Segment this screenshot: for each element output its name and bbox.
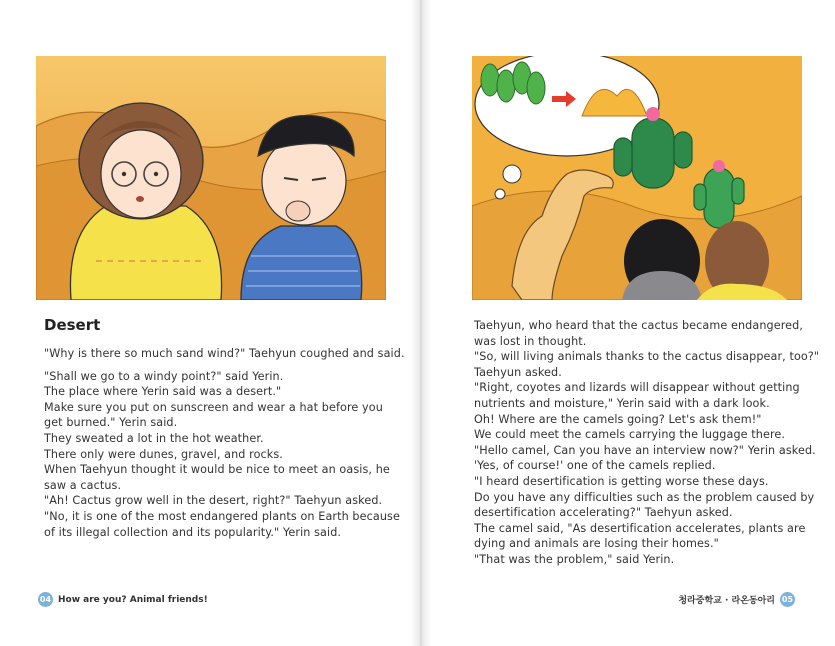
right-footer [678, 592, 795, 607]
story-line: "No, it is one of the most endangered plants on Earth because [44, 509, 400, 523]
story-line: The camel said, "As desertification accelerates, plants are [474, 521, 806, 535]
story-line: get burned." Yerin said. [44, 416, 178, 430]
story-line: nutrients and moisture," Yerin said with a dark look. [474, 396, 770, 410]
footer-title: 청라중학교 · 라온동아리 [678, 596, 775, 606]
story-line: Oh! Where are the camels going? Let's ask them!" [474, 412, 762, 426]
left-story-text [44, 346, 405, 540]
story-line: "Ah! Cactus grow well in the desert, right?" Taehyun asked. [44, 494, 383, 508]
story-line: saw a cactus. [44, 478, 122, 492]
desert-illustration [36, 56, 386, 300]
section-heading: Desert [44, 316, 101, 334]
footer-title: How are you? Animal friends! [58, 594, 208, 605]
camel-cactus-illustration [472, 56, 802, 300]
story-line: "Right, coyotes and lizards will disappear without getting [474, 381, 800, 395]
story-line: Do you have any difficulties such as the problem caused by [474, 490, 815, 504]
story-line: "I heard desertification is getting worse these days. [474, 474, 769, 488]
page-number-badge: 05 [780, 592, 795, 607]
story-line: "Shall we go to a windy point?" said Yerin. [44, 369, 284, 383]
story-line: We could meet the camels carrying the luggage there. [474, 428, 786, 442]
story-line: dying and animals are losing their homes." [474, 537, 719, 551]
story-line: The place where Yerin said was a desert." [44, 385, 282, 399]
story-line: There only were dunes, gravel, and rocks. [44, 447, 283, 461]
book-gutter [410, 0, 432, 646]
story-line: They sweated a lot in the hot weather. [44, 431, 264, 445]
story-line: "That was the problem," said Yerin. [474, 552, 675, 566]
story-line: Taehyun, who heard that the cactus became endangered, [474, 319, 803, 332]
story-line: When Taehyun thought it would be nice to meet an oasis, he [44, 463, 390, 477]
story-line: 'Yes, of course!' one of the camels replied. [474, 459, 716, 473]
story-line: was lost in thought. [474, 334, 587, 348]
story-line: "Hello camel, Can you have an interview now?" Yerin asked. [474, 443, 816, 457]
page-number-badge: 04 [38, 592, 53, 607]
story-line: Make sure you put on sunscreen and wear a hat before you [44, 400, 383, 414]
story-line: desertification accelerating?" Taehyun asked. [474, 506, 733, 520]
story-line: "Why is there so much sand wind?" Taehyun coughed and said. [44, 347, 405, 360]
story-line: of its illegal collection and its popularity." Yerin said. [44, 525, 342, 539]
right-story-text [474, 318, 819, 568]
story-line: Taehyun asked. [474, 365, 562, 379]
left-footer [38, 592, 208, 607]
story-line: "So, will living animals thanks to the cactus disappear, too?" [474, 350, 820, 364]
